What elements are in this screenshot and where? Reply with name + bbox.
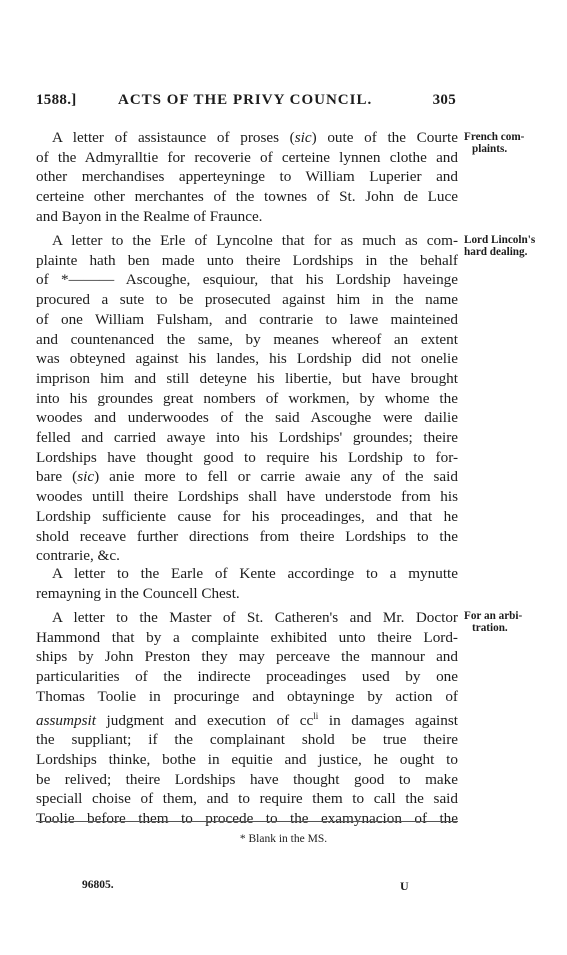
text-line: Toolie before them to procede to the examynacion of the	[36, 810, 458, 828]
header-year: 1588.]	[36, 92, 77, 108]
text-line: A letter of assistaunce of proses (sic) oute of the Courte	[52, 129, 458, 146]
text-line: assumpsit judgment and execution of $cc^{li}$ in damages against	[36, 710, 458, 729]
text-line: shold receave further directions from theire Lordships to the	[36, 527, 458, 545]
text-line: certeine other merchantes of the townes of St. John de Luce	[36, 188, 458, 206]
text-line: Lordships have thought good to require his Lordship to for-	[36, 448, 458, 466]
printer-signature-letter: U	[400, 879, 409, 893]
marginal-note-lincoln: Lord Lincoln's hard dealing.	[464, 234, 536, 258]
paragraph-french-complaints	[36, 128, 458, 227]
paragraph-earl-of-kent	[36, 564, 458, 603]
text-line: imprison him and still deteyne his libertie, but have brought	[36, 369, 458, 387]
text-line: other merchandises apperteyninge to William Luperier and	[36, 168, 458, 186]
text-line: and countenanced the same, by meanes whereof an extent	[36, 330, 458, 348]
text-line: be relived; theire Lordships have thought good to make	[36, 770, 458, 788]
text-line: A letter to the Erle of Lyncolne that for as much as com-	[52, 232, 458, 249]
text-line: and Bayon in the Realme of Fraunce.	[36, 207, 263, 225]
text-line: speciall choise of them, and to require them to call the said	[36, 790, 458, 808]
text-line: of *——— Ascoughe, esquiour, that his Lordship haveinge	[36, 271, 458, 289]
text-line: Thomas Toolie in procuringe and obtayninge by action of	[36, 687, 458, 705]
text-line: procured a sute to be prosecuted against him in the name	[36, 291, 458, 309]
text-line: woodes and underwoodes of the said Ascoughe were dailie	[36, 409, 458, 427]
text-line: was obteyned against his landes, his Lordship did not onelie	[36, 350, 458, 368]
text-line: of one William Fulsham, and contrarie to lawe mainteined	[36, 310, 458, 328]
page-number: 305	[432, 92, 456, 108]
footnote-divider	[36, 821, 458, 822]
text-line: the suppliant; if the complainant shold be true theire	[36, 731, 458, 749]
header-title: ACTS OF THE PRIVY COUNCIL.	[118, 92, 373, 108]
text-line: Lordships thinke, bothe in equitie and justice, he ought to	[36, 750, 458, 768]
text-line: ships by John Preston they may perceave the mannour and	[36, 648, 458, 666]
text-line: woodes untill theire Lordships shall have understode from his	[36, 488, 458, 506]
text-line: contrarie, &c.	[36, 547, 120, 565]
paragraph-lord-lincoln	[36, 231, 458, 566]
text-line: plainte hath ben made unto theire Lordships in the behalf	[36, 251, 458, 269]
text-line: Lordship sufficiente cause for his proceadinges, and that he	[36, 507, 458, 525]
marginal-note-french-complaints: French com- plaints.	[464, 131, 525, 155]
text-line: A letter to the Master of St. Catheren's and Mr. Doctor	[52, 609, 458, 626]
paragraph-arbitration	[36, 608, 458, 829]
text-line: remayning in the Councell Chest.	[36, 584, 240, 602]
running-header	[36, 92, 456, 114]
text-line: into his groundes great nombers of workmen, by whome the	[36, 389, 458, 407]
text-line: felled and carried awaye into his Lordships' groundes; theire	[36, 429, 458, 447]
text-line: bare (sic) anie more to fell or carrie awaie any of the said	[36, 468, 458, 486]
marginal-note-arbitration: For an arbi- tration.	[464, 610, 523, 634]
text-line: particularities of the indirecte proceadinges used by one	[36, 668, 458, 686]
footnote: * Blank in the MS.	[239, 833, 328, 845]
printer-signature-number: 96805.	[82, 879, 114, 891]
text-line: A letter to the Earle of Kente accordinge to a mynutte	[52, 565, 458, 582]
text-line: Hammond that by a complainte exhibited unto theire Lord-	[36, 628, 458, 646]
text-line: of the Admyralltie for recoverie of certeine lynnen clothe and	[36, 148, 458, 166]
